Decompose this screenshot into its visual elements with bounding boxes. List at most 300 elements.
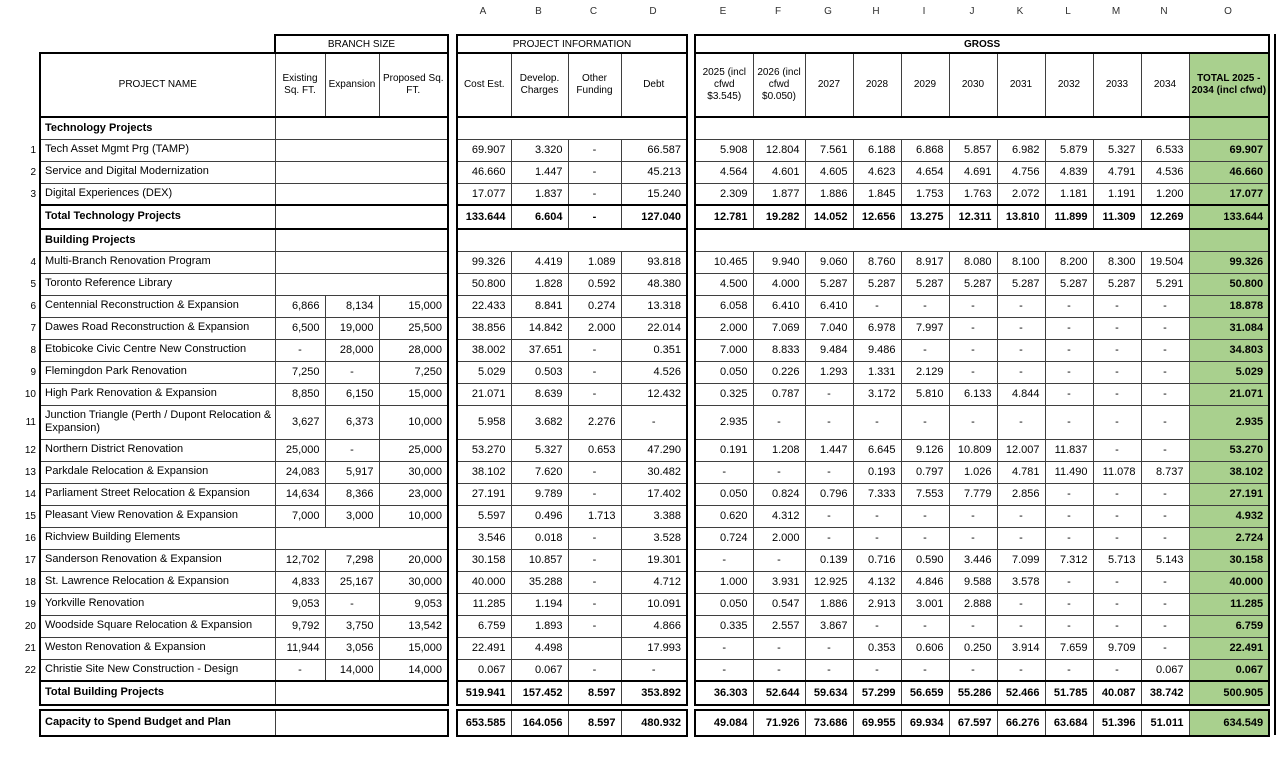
cell: 9,053 xyxy=(275,593,325,615)
cell: 3.320 xyxy=(511,139,568,161)
cell: - xyxy=(1141,317,1189,339)
cell: Develop. Charges xyxy=(511,53,568,117)
cell: 0.018 xyxy=(511,527,568,549)
cell: 4,833 xyxy=(275,571,325,593)
cell: 3.914 xyxy=(997,637,1045,659)
cell: 4.623 xyxy=(853,161,901,183)
cell: 1.447 xyxy=(805,439,853,461)
cell: 8,850 xyxy=(275,383,325,405)
cell: Expansion xyxy=(325,53,379,117)
cell: 2034 xyxy=(1141,53,1189,117)
cell: 7.620 xyxy=(511,461,568,483)
cell: - xyxy=(1093,593,1141,615)
project-name-cell: St. Lawrence Relocation & Expansion xyxy=(40,571,275,593)
table-row xyxy=(24,527,448,549)
cell: 55.286 xyxy=(949,681,997,705)
cell: 8,366 xyxy=(325,483,379,505)
cell: 4.781 xyxy=(997,461,1045,483)
cell: 25,000 xyxy=(275,439,325,461)
cell: 30,000 xyxy=(379,461,448,483)
cell: 5.287 xyxy=(853,273,901,295)
cell: 69.955 xyxy=(853,710,901,736)
cell: 0.050 xyxy=(695,593,753,615)
cell: 5.327 xyxy=(511,439,568,461)
cell: 11.078 xyxy=(1093,461,1141,483)
cell: - xyxy=(901,295,949,317)
cell: - xyxy=(1045,571,1093,593)
cell: - xyxy=(1141,593,1189,615)
table-row xyxy=(695,205,1269,229)
table-row xyxy=(695,273,1269,295)
cell: 7,298 xyxy=(325,549,379,571)
cell: 17.077 xyxy=(457,183,511,205)
cell: 69.907 xyxy=(457,139,511,161)
cell: 25,000 xyxy=(379,439,448,461)
cell: - xyxy=(568,183,621,205)
cell: Proposed Sq. FT. xyxy=(379,53,448,117)
cell: 4.756 xyxy=(997,161,1045,183)
project-name-cell: Weston Renovation & Expansion xyxy=(40,637,275,659)
table-row xyxy=(24,710,448,736)
cell: - xyxy=(1045,483,1093,505)
project-name-cell: Total Building Projects xyxy=(40,681,275,705)
cell: 28,000 xyxy=(325,339,379,361)
cell: 12.925 xyxy=(805,571,853,593)
table-row xyxy=(24,295,448,317)
cell: 0.653 xyxy=(568,439,621,461)
cell: - xyxy=(568,593,621,615)
column-letter: L xyxy=(1065,6,1071,17)
cell: 17.402 xyxy=(621,483,687,505)
column-letter: B xyxy=(535,6,542,17)
cell: 0.503 xyxy=(511,361,568,383)
cell: Cost Est. xyxy=(457,53,511,117)
cell: - xyxy=(568,339,621,361)
table-row xyxy=(24,571,448,593)
cell: 3.546 xyxy=(457,527,511,549)
cell: - xyxy=(805,383,853,405)
cell: 1.200 xyxy=(1141,183,1189,205)
cell: - xyxy=(1093,405,1141,439)
cell: 4.312 xyxy=(753,505,805,527)
cell: - xyxy=(1045,615,1093,637)
cell: 38.002 xyxy=(457,339,511,361)
cell: 13.810 xyxy=(997,205,1045,229)
cell: 4.866 xyxy=(621,615,687,637)
cell: 3.578 xyxy=(997,571,1045,593)
table-row xyxy=(24,405,448,439)
table-row xyxy=(457,361,687,383)
cell: 1.837 xyxy=(511,183,568,205)
cell: 0.716 xyxy=(853,549,901,571)
row-number: 19 xyxy=(24,598,36,610)
row-number: 10 xyxy=(24,388,36,400)
cell: 2.000 xyxy=(695,317,753,339)
total-cell: 6.759 xyxy=(1189,615,1269,637)
project-name-cell: High Park Renovation & Expansion xyxy=(40,383,275,405)
cell: 1.293 xyxy=(805,361,853,383)
column-letter: O xyxy=(1224,6,1232,17)
cell: - xyxy=(568,549,621,571)
cell xyxy=(275,251,448,273)
cell: 4.791 xyxy=(1093,161,1141,183)
cell: 0.606 xyxy=(901,637,949,659)
cell: 4.601 xyxy=(753,161,805,183)
cell: - xyxy=(853,405,901,439)
cell: 0.335 xyxy=(695,615,753,637)
cell: - xyxy=(997,505,1045,527)
row-number: 17 xyxy=(24,554,36,566)
cell: 8,134 xyxy=(325,295,379,317)
table-row xyxy=(24,117,448,139)
table-row xyxy=(24,593,448,615)
cell: - xyxy=(805,659,853,681)
cell: - xyxy=(568,383,621,405)
cell: - xyxy=(997,361,1045,383)
table-row xyxy=(457,117,687,139)
cell: 11.490 xyxy=(1045,461,1093,483)
total-cell: 38.102 xyxy=(1189,461,1269,483)
cell: 12.804 xyxy=(753,139,805,161)
cell: 5.879 xyxy=(1045,139,1093,161)
cell: 4.526 xyxy=(621,361,687,383)
cell: 4.536 xyxy=(1141,161,1189,183)
table-row xyxy=(695,317,1269,339)
cell: 4.564 xyxy=(695,161,753,183)
cell: - xyxy=(1093,615,1141,637)
column-letter: D xyxy=(649,6,657,17)
cell: - xyxy=(1093,483,1141,505)
cell xyxy=(1189,117,1269,139)
cell: - xyxy=(568,659,621,681)
project-name-cell: Digital Experiences (DEX) xyxy=(40,183,275,205)
table-row xyxy=(695,549,1269,571)
cell: 12.269 xyxy=(1141,205,1189,229)
cell: 99.326 xyxy=(457,251,511,273)
cell: 4.846 xyxy=(901,571,949,593)
table-row xyxy=(457,205,687,229)
cell: 0.067 xyxy=(1141,659,1189,681)
cell xyxy=(24,35,40,53)
cell: 3,627 xyxy=(275,405,325,439)
cell: 8.300 xyxy=(1093,251,1141,273)
cell: 2.309 xyxy=(695,183,753,205)
cell: 7.000 xyxy=(695,339,753,361)
cell xyxy=(40,35,275,53)
cell: 6,373 xyxy=(325,405,379,439)
cell: 0.351 xyxy=(621,339,687,361)
cell: - xyxy=(901,505,949,527)
cell: 4.500 xyxy=(695,273,753,295)
cell: 3,750 xyxy=(325,615,379,637)
cell: 2.856 xyxy=(997,483,1045,505)
table-row xyxy=(695,505,1269,527)
cell: - xyxy=(1093,383,1141,405)
table-row xyxy=(24,273,448,295)
cell: - xyxy=(695,659,753,681)
project-name-cell: Capacity to Spend Budget and Plan xyxy=(40,710,275,736)
cell: 93.818 xyxy=(621,251,687,273)
table-row xyxy=(695,571,1269,593)
cell: 35.288 xyxy=(511,571,568,593)
column-letter: I xyxy=(922,6,926,17)
cell: - xyxy=(1045,361,1093,383)
project-name-cell: Pleasant View Renovation & Expansion xyxy=(40,505,275,527)
cell xyxy=(24,53,40,117)
cell: 0.226 xyxy=(753,361,805,383)
cell: - xyxy=(949,295,997,317)
table-row xyxy=(695,139,1269,161)
cell: 20,000 xyxy=(379,549,448,571)
cell: 28,000 xyxy=(379,339,448,361)
total-cell: 34.803 xyxy=(1189,339,1269,361)
cell: 49.084 xyxy=(695,710,753,736)
cell: 5.857 xyxy=(949,139,997,161)
cell: 2028 xyxy=(853,53,901,117)
cell: 14,000 xyxy=(379,659,448,681)
cell: 133.644 xyxy=(457,205,511,229)
table-row xyxy=(457,439,687,461)
total-cell: 30.158 xyxy=(1189,549,1269,571)
cell: - xyxy=(325,593,379,615)
cell: - xyxy=(753,637,805,659)
cell xyxy=(275,681,448,705)
cell: 653.585 xyxy=(457,710,511,736)
cell: - xyxy=(1045,593,1093,615)
table-row xyxy=(695,383,1269,405)
total-cell: 18.878 xyxy=(1189,295,1269,317)
project-name-cell: Flemingdon Park Renovation xyxy=(40,361,275,383)
table-row xyxy=(24,637,448,659)
cell: - xyxy=(997,295,1045,317)
cell: 13.275 xyxy=(901,205,949,229)
cell: 6.133 xyxy=(949,383,997,405)
cell: 1.886 xyxy=(805,183,853,205)
total-cell: 17.077 xyxy=(1189,183,1269,205)
table-row xyxy=(24,615,448,637)
cell: 46.660 xyxy=(457,161,511,183)
cell: 56.659 xyxy=(901,681,949,705)
gross-group-header: GROSS xyxy=(695,35,1269,53)
cell: 6.533 xyxy=(1141,139,1189,161)
cell: 5.029 xyxy=(457,361,511,383)
cell: - xyxy=(1045,505,1093,527)
cell: 353.892 xyxy=(621,681,687,705)
table-row xyxy=(695,53,1269,117)
cell: 0.620 xyxy=(695,505,753,527)
cell: - xyxy=(568,483,621,505)
row-number: 22 xyxy=(24,664,36,676)
cell: 127.040 xyxy=(621,205,687,229)
cell: 1.763 xyxy=(949,183,997,205)
cell xyxy=(457,117,687,139)
cell: 2.000 xyxy=(753,527,805,549)
cell: - xyxy=(1141,505,1189,527)
table-row xyxy=(24,383,448,405)
row-number: 14 xyxy=(24,488,36,500)
project-name-cell: Christie Site New Construction - Design xyxy=(40,659,275,681)
row-number xyxy=(24,117,40,139)
cell: - xyxy=(997,339,1045,361)
cell: 51.785 xyxy=(1045,681,1093,705)
table-row xyxy=(695,183,1269,205)
table-row xyxy=(24,139,448,161)
total-cell: 21.071 xyxy=(1189,383,1269,405)
cell: 1.447 xyxy=(511,161,568,183)
cell: 6.604 xyxy=(511,205,568,229)
cell xyxy=(275,205,448,229)
cell: 52.466 xyxy=(997,681,1045,705)
cell: 11.285 xyxy=(457,593,511,615)
cell: - xyxy=(901,527,949,549)
cell: - xyxy=(753,549,805,571)
cell: 8.639 xyxy=(511,383,568,405)
cell: - xyxy=(1141,383,1189,405)
cell: 48.380 xyxy=(621,273,687,295)
table-row xyxy=(457,383,687,405)
project-name-header: PROJECT NAME xyxy=(40,53,275,117)
cell: 1.089 xyxy=(568,251,621,273)
cell: 9.486 xyxy=(853,339,901,361)
table-row xyxy=(457,295,687,317)
cell: 6.982 xyxy=(997,139,1045,161)
cell: - xyxy=(997,593,1045,615)
cell: 13,542 xyxy=(379,615,448,637)
cell: 10.857 xyxy=(511,549,568,571)
cell: 519.941 xyxy=(457,681,511,705)
cell: 52.644 xyxy=(753,681,805,705)
cell: 24,083 xyxy=(275,461,325,483)
cell: 0.250 xyxy=(949,637,997,659)
cell: 6.868 xyxy=(901,139,949,161)
cell: 9.709 xyxy=(1093,637,1141,659)
cell: 63.684 xyxy=(1045,710,1093,736)
cell: - xyxy=(1093,659,1141,681)
row-number: 12 xyxy=(24,444,36,456)
cell: - xyxy=(1093,295,1141,317)
table-row xyxy=(457,637,687,659)
cell: 164.056 xyxy=(511,710,568,736)
table-row xyxy=(695,229,1269,251)
table-row xyxy=(457,183,687,205)
cell xyxy=(695,229,1189,251)
cell: 2.935 xyxy=(695,405,753,439)
table-row xyxy=(695,710,1269,736)
total-cell: 27.191 xyxy=(1189,483,1269,505)
table-row xyxy=(24,251,448,273)
cell: - xyxy=(949,659,997,681)
cell: - xyxy=(275,659,325,681)
cell: 2025 (incl cfwd $3.545) xyxy=(695,53,753,117)
cell: - xyxy=(997,405,1045,439)
cell: 67.597 xyxy=(949,710,997,736)
cell: 8.597 xyxy=(568,710,621,736)
table-row xyxy=(695,593,1269,615)
table-row xyxy=(695,483,1269,505)
table-row xyxy=(24,505,448,527)
cell: 19.504 xyxy=(1141,251,1189,273)
cell xyxy=(1189,229,1269,251)
cell: 3.446 xyxy=(949,549,997,571)
cell: 10.091 xyxy=(621,593,687,615)
cell: 45.213 xyxy=(621,161,687,183)
cell: 5.287 xyxy=(949,273,997,295)
cell: 2026 (incl cfwd $0.050) xyxy=(753,53,805,117)
cell: 8.597 xyxy=(568,681,621,705)
cell: 30.158 xyxy=(457,549,511,571)
cell: 1.713 xyxy=(568,505,621,527)
cell: 7.997 xyxy=(901,317,949,339)
cell: - xyxy=(568,615,621,637)
cell: 7.561 xyxy=(805,139,853,161)
cell: - xyxy=(1141,361,1189,383)
cell: 0.590 xyxy=(901,549,949,571)
column-letter: J xyxy=(969,6,975,17)
cell: - xyxy=(901,615,949,637)
cell: 17.993 xyxy=(621,637,687,659)
cell: 5.597 xyxy=(457,505,511,527)
cell: 66.587 xyxy=(621,139,687,161)
cell: 14,000 xyxy=(325,659,379,681)
cell: 6.058 xyxy=(695,295,753,317)
cell: - xyxy=(1141,615,1189,637)
total-cell: 5.029 xyxy=(1189,361,1269,383)
table-row xyxy=(24,35,448,53)
table-row xyxy=(24,161,448,183)
cell: - xyxy=(568,161,621,183)
cell: 0.353 xyxy=(853,637,901,659)
cell: - xyxy=(325,361,379,383)
cell: 10.809 xyxy=(949,439,997,461)
table-row xyxy=(695,439,1269,461)
cell: 7.040 xyxy=(805,317,853,339)
cell: 59.634 xyxy=(805,681,853,705)
cell: 0.191 xyxy=(695,439,753,461)
cell: 1.877 xyxy=(753,183,805,205)
cell: 3.867 xyxy=(805,615,853,637)
cell: - xyxy=(997,527,1045,549)
cell: 4.654 xyxy=(901,161,949,183)
cell: 2031 xyxy=(997,53,1045,117)
table-row xyxy=(24,317,448,339)
project-name-cell: Yorkville Renovation xyxy=(40,593,275,615)
cell: 2027 xyxy=(805,53,853,117)
total-cell: 133.644 xyxy=(1189,205,1269,229)
cell: - xyxy=(1093,361,1141,383)
cell: 12.007 xyxy=(997,439,1045,461)
cell: 25,167 xyxy=(325,571,379,593)
table-row xyxy=(457,659,687,681)
row-number: 2 xyxy=(30,166,36,178)
cell: 5,917 xyxy=(325,461,379,483)
project-information-table xyxy=(456,34,688,737)
cell: 4.844 xyxy=(997,383,1045,405)
cell: - xyxy=(949,339,997,361)
project-name-cell: Total Technology Projects xyxy=(40,205,275,229)
cell: - xyxy=(805,405,853,439)
cell: 6,866 xyxy=(275,295,325,317)
row-number: 9 xyxy=(30,366,36,378)
cell: - xyxy=(853,659,901,681)
cell xyxy=(275,139,448,161)
project-name-cell: Service and Digital Modernization xyxy=(40,161,275,183)
table-row xyxy=(24,483,448,505)
project-name-cell: Woodside Square Relocation & Expansion xyxy=(40,615,275,637)
cell: 12,702 xyxy=(275,549,325,571)
table-row xyxy=(457,405,687,439)
project-name-cell: Richview Building Elements xyxy=(40,527,275,549)
cell: 10,000 xyxy=(379,405,448,439)
